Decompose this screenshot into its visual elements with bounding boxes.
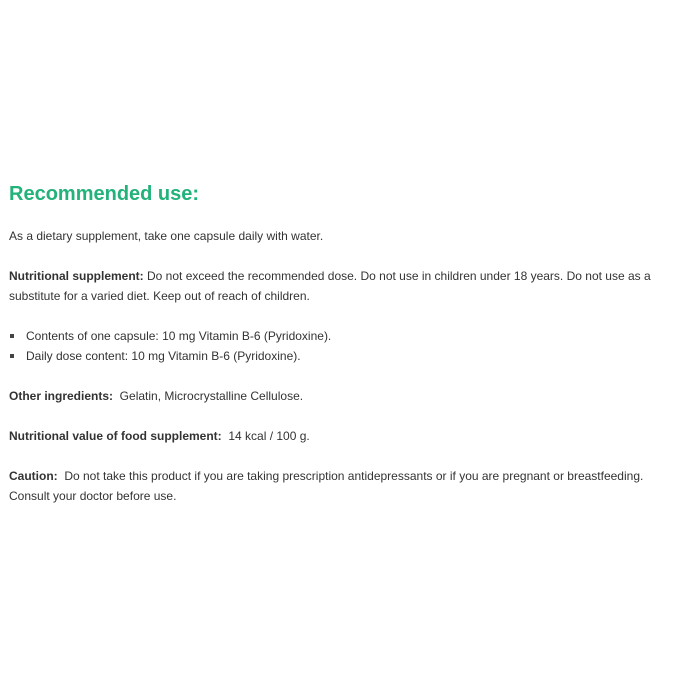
recommended-use-section xyxy=(9,180,683,526)
caution-paragraph xyxy=(9,466,683,506)
list-item xyxy=(9,346,683,366)
nutritional-value-text: 14 kcal / 100 g. xyxy=(221,429,310,443)
intro-paragraph: As a dietary supplement, take one capsule daily with water. xyxy=(9,229,324,243)
nutritional-supplement-text: Do not exceed the recommended dose. Do not use in children under 18 years. Do not use as a substitute for a varied diet. Keep out of reach of children. xyxy=(9,269,651,303)
list-item xyxy=(9,326,683,346)
contents-list xyxy=(9,326,683,366)
other-ingredients-label: Other ingredients: xyxy=(9,389,114,403)
section-heading: Recommended use: xyxy=(9,183,200,205)
other-ingredients-paragraph xyxy=(9,386,683,406)
nutritional-supplement-label: Nutritional supplement: xyxy=(9,269,144,283)
bullet-icon xyxy=(10,354,14,358)
caution-text: Do not take this product if you are taking prescription antidepressants or if you are pregnant or breastfeeding. Consult your doctor before use. xyxy=(9,469,647,503)
bullet-icon xyxy=(10,334,14,338)
nutritional-value-paragraph xyxy=(9,426,683,446)
list-item-text: Contents of one capsule: 10 mg Vitamin B-6 (Pyridoxine). xyxy=(26,329,332,343)
caution-label: Caution: xyxy=(9,469,58,483)
list-item-text: Daily dose content: 10 mg Vitamin B-6 (Pyridoxine). xyxy=(26,349,301,363)
other-ingredients-text: Gelatin, Microcrystalline Cellulose. xyxy=(113,389,304,403)
nutritional-value-label: Nutritional value of food supplement: xyxy=(9,429,222,443)
nutritional-supplement-paragraph xyxy=(9,266,683,306)
